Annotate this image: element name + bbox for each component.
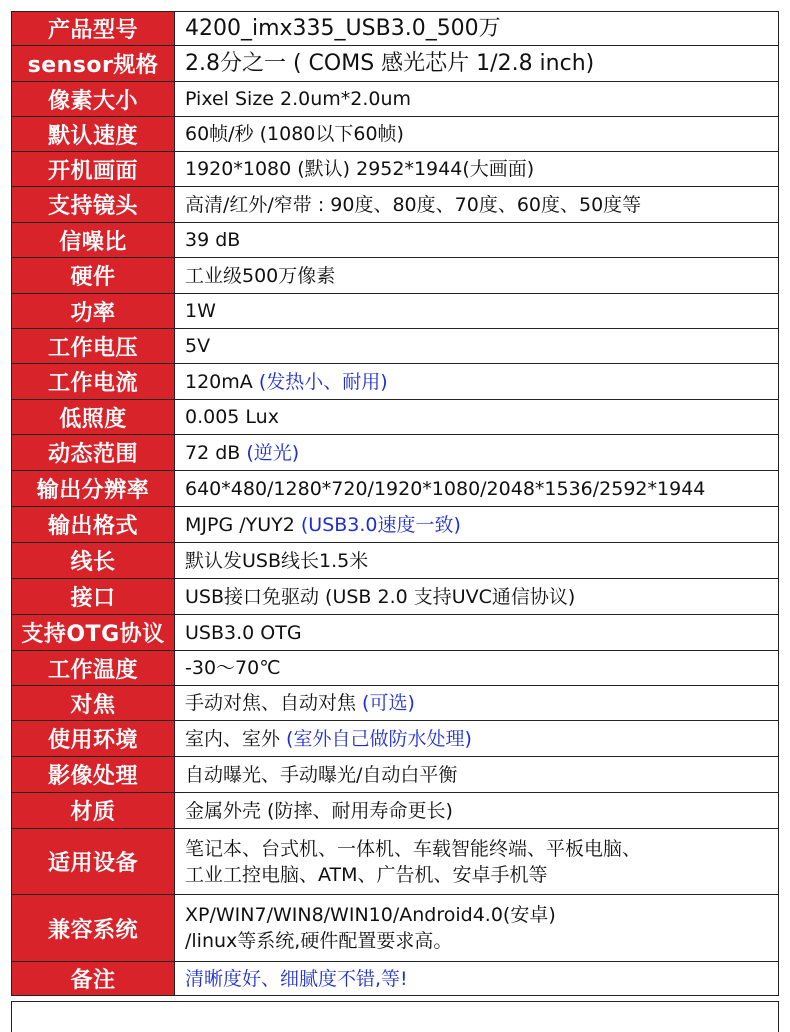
spec-value-note: (室外自己做防水处理): [286, 727, 472, 750]
spec-row-boot-resolution: [12, 152, 779, 187]
spec-value-output-resolution: [175, 471, 779, 507]
spec-value-text: 自动曝光、手动曝光/自动白平衡: [185, 763, 458, 786]
spec-label-dynamic-range: 动态范围: [12, 435, 175, 471]
spec-label-default-speed: 默认速度: [12, 117, 175, 152]
spec-row-low-light: [12, 400, 779, 435]
spec-value-note: (逆光): [246, 441, 300, 464]
spec-row-snr: [12, 223, 779, 258]
spec-label-compatible-systems: 兼容系统: [12, 895, 175, 962]
spec-value-note: (可选): [362, 692, 415, 714]
spec-value-cable-length: [175, 543, 779, 579]
spec-label-output-format: 输出格式: [12, 507, 175, 543]
spec-value-model: [175, 12, 779, 46]
spec-value-compatible-systems: [175, 895, 779, 962]
spec-row-pixel-size: [12, 82, 779, 117]
spec-value-boot-resolution: [175, 152, 779, 187]
spec-table-body: [12, 12, 779, 996]
spec-label-sensor: sensor规格: [12, 46, 175, 82]
spec-value-power: [175, 294, 779, 329]
spec-value-text: 0.005 Lux: [185, 406, 279, 428]
spec-value-default-speed: [175, 117, 779, 152]
spec-label-pixel-size: 像素大小: [12, 82, 175, 117]
spec-value-note: (发热小、耐用): [258, 370, 388, 393]
spec-label-material: 材质: [12, 793, 175, 829]
spec-label-output-resolution: 输出分辨率: [12, 471, 175, 507]
spec-value-material: [175, 793, 779, 829]
spec-value-text: 39 dB: [185, 229, 241, 251]
spec-value-text: Pixel Size 2.0um*2.0um: [185, 88, 412, 110]
spec-value-line2: 工业工控电脑、ATM、广告机、安卓手机等: [185, 863, 548, 886]
spec-value-text: 120mA: [185, 370, 259, 393]
spec-row-current: [12, 364, 779, 400]
spec-value-line1: 笔记本、台式机、一体机、车载智能终端、平板电脑、: [185, 837, 642, 860]
spec-label-interface: 接口: [12, 579, 175, 615]
spec-value-text: MJPG /YUY2: [185, 513, 301, 536]
spec-value-image-processing: [175, 757, 779, 793]
spec-label-cable-length: 线长: [12, 543, 175, 579]
spec-value-snr: [175, 223, 779, 258]
spec-value-output-format: [175, 507, 779, 543]
spec-table: [11, 11, 779, 996]
spec-value-text: USB接口免驱动 (USB 2.0 支持UVC通信协议): [185, 585, 576, 608]
spec-value-text: 640*480/1280*720/1920*1080/2048*1536/2592*1944: [185, 477, 706, 500]
spec-value-text: 默认发USB线长1.5米: [185, 549, 369, 572]
spec-row-power: [12, 294, 779, 329]
spec-row-focus: [12, 686, 779, 721]
spec-value-supported-devices: [175, 829, 779, 895]
spec-label-temperature: 工作温度: [12, 651, 175, 686]
spec-label-snr: 信噪比: [12, 223, 175, 258]
spec-label-low-light: 低照度: [12, 400, 175, 435]
spec-value-text: 室内、室外: [185, 727, 287, 750]
spec-row-cable-length: [12, 543, 779, 579]
spec-row-image-processing: [12, 757, 779, 793]
spec-value-voltage: [175, 329, 779, 364]
spec-label-supported-devices: 适用设备: [12, 829, 175, 895]
spec-row-temperature: [12, 651, 779, 686]
spec-value-remark: 清晰度好、细腻度不错,等!: [175, 962, 779, 996]
spec-value-text: 60帧/秒 (1080以下60帧): [185, 123, 404, 145]
spec-value-text: 工业级500万像素: [185, 264, 336, 287]
spec-row-interface: [12, 579, 779, 615]
spec-row-hardware: [12, 258, 779, 294]
spec-label-voltage: 工作电压: [12, 329, 175, 364]
spec-row-dynamic-range: [12, 435, 779, 471]
bottom-empty-box: [11, 1001, 779, 1032]
spec-value-environment: [175, 721, 779, 757]
spec-value-pixel-size: [175, 82, 779, 117]
spec-label-focus: 对焦: [12, 686, 175, 721]
spec-value-note: (USB3.0速度一致): [300, 513, 461, 536]
spec-row-model: [12, 12, 779, 46]
spec-value-line2: /linux等系统,硬件配置要求高。: [185, 930, 453, 952]
spec-value-interface: [175, 579, 779, 615]
spec-value-text: -30～70℃: [185, 657, 281, 679]
spec-row-compatible-systems: [12, 895, 779, 962]
spec-label-hardware: 硬件: [12, 258, 175, 294]
spec-row-material: [12, 793, 779, 829]
spec-row-otg: [12, 615, 779, 651]
spec-value-dynamic-range: [175, 435, 779, 471]
spec-label-environment: 使用环境: [12, 721, 175, 757]
spec-value-sensor: [175, 46, 779, 82]
spec-value-focus: [175, 686, 779, 721]
spec-value-text: 金属外壳 (防摔、耐用寿命更长): [185, 799, 453, 822]
spec-label-power: 功率: [12, 294, 175, 329]
spec-row-output-resolution: [12, 471, 779, 507]
spec-label-boot-resolution: 开机画面: [12, 152, 175, 187]
spec-row-voltage: [12, 329, 779, 364]
spec-value-text: 1W: [185, 300, 216, 322]
spec-value-text: 手动对焦、自动对焦: [185, 692, 363, 714]
spec-row-default-speed: [12, 117, 779, 152]
spec-label-remark: 备注: [12, 962, 175, 996]
spec-value-current: [175, 364, 779, 400]
spec-value-hardware: [175, 258, 779, 294]
spec-value-text: 4200_imx335_USB3.0_500万: [185, 15, 501, 41]
spec-value-lens: [175, 187, 779, 223]
spec-value-text: USB3.0 OTG: [185, 621, 302, 644]
spec-row-remark: [12, 962, 779, 996]
spec-label-image-processing: 影像处理: [12, 757, 175, 793]
spec-row-output-format: [12, 507, 779, 543]
spec-value-text: 5V: [185, 335, 211, 357]
spec-label-lens: 支持镜头: [12, 187, 175, 223]
spec-value-text: 2.8分之一 ( COMS 感光芯片 1/2.8 inch): [185, 50, 595, 76]
spec-label-model: 产品型号: [12, 12, 175, 46]
spec-row-supported-devices: [12, 829, 779, 895]
spec-row-lens: [12, 187, 779, 223]
spec-value-low-light: [175, 400, 779, 435]
spec-row-sensor: [12, 46, 779, 82]
spec-row-environment: [12, 721, 779, 757]
spec-value-otg: [175, 615, 779, 651]
spec-value-line1: XP/WIN7/WIN8/WIN10/Android4.0(安卓): [185, 904, 556, 926]
spec-label-current: 工作电流: [12, 364, 175, 400]
spec-value-text: 72 dB: [185, 441, 247, 464]
spec-value-temperature: [175, 651, 779, 686]
spec-value-text: 高清/红外/窄带 : 90度、80度、70度、60度、50度等: [185, 193, 642, 216]
spec-value-text: 1920*1080 (默认) 2952*1944(大画面): [185, 158, 535, 180]
spec-label-otg: 支持OTG协议: [12, 615, 175, 651]
